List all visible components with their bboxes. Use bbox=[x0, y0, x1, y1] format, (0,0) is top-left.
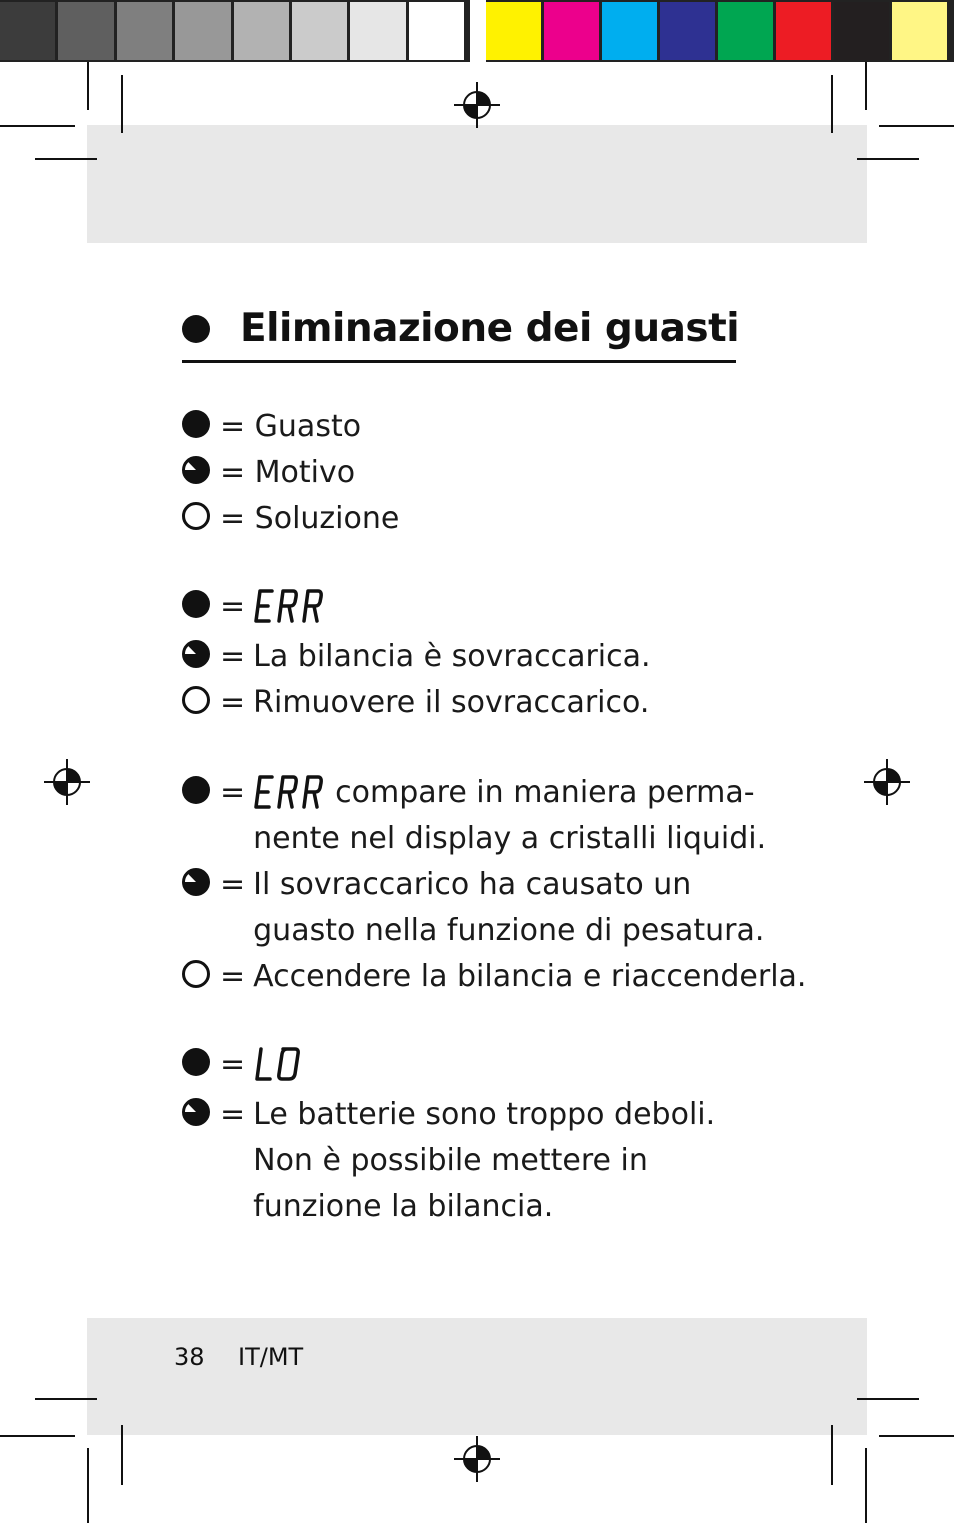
fault-text: compare in maniera perma-nente nel display a cristalli liquidi. bbox=[253, 775, 767, 856]
registration-mark-icon bbox=[864, 759, 910, 805]
title-underline bbox=[182, 360, 736, 363]
gray-swatch bbox=[175, 2, 230, 60]
crop-mark bbox=[0, 125, 75, 127]
legend-item-cause bbox=[182, 450, 355, 496]
gray-swatch bbox=[58, 2, 113, 60]
solution-symbol-icon bbox=[182, 502, 210, 530]
equals-sign: = bbox=[220, 589, 246, 624]
yellow-swatch bbox=[486, 2, 541, 60]
crop-mark bbox=[865, 1448, 867, 1523]
red-swatch bbox=[776, 2, 831, 60]
crop-mark bbox=[121, 1425, 123, 1485]
cause-symbol-icon bbox=[182, 1098, 210, 1126]
legend-label: = Guasto bbox=[220, 409, 362, 444]
equals-sign: = bbox=[220, 685, 246, 720]
legend-label: = Motivo bbox=[220, 455, 356, 490]
bullet-dot-icon bbox=[182, 315, 210, 343]
grayscale-strip bbox=[0, 0, 470, 62]
fault-row bbox=[182, 584, 335, 630]
crop-mark bbox=[865, 62, 867, 110]
cause-row bbox=[182, 862, 783, 954]
crop-mark bbox=[831, 1425, 833, 1485]
solution-symbol-icon bbox=[182, 960, 210, 988]
fault-text-wrap bbox=[253, 770, 783, 862]
cyan-swatch bbox=[602, 2, 657, 60]
crop-mark bbox=[121, 75, 123, 133]
section-heading bbox=[182, 306, 739, 351]
solution-row bbox=[182, 954, 806, 1000]
gray-swatch bbox=[292, 2, 347, 60]
equals-sign: = bbox=[220, 959, 246, 994]
lcd-lo-display-icon bbox=[253, 1044, 303, 1084]
black-swatch bbox=[834, 2, 889, 60]
solution-symbol-icon bbox=[182, 686, 210, 714]
magenta-swatch bbox=[544, 2, 599, 60]
footer-band bbox=[87, 1318, 867, 1435]
light-yellow-swatch bbox=[892, 2, 947, 60]
legend-label: = Soluzione bbox=[220, 501, 400, 536]
fault-symbol-icon bbox=[182, 776, 210, 804]
registration-mark-icon bbox=[454, 1436, 500, 1482]
cause-text: La bilancia è sovraccarica. bbox=[253, 639, 651, 674]
fault-row bbox=[182, 770, 783, 862]
cause-symbol-icon bbox=[182, 640, 210, 668]
fault-symbol-icon bbox=[182, 410, 210, 438]
equals-sign: = bbox=[220, 1047, 246, 1082]
language-code: IT/MT bbox=[238, 1343, 304, 1371]
registration-mark-icon bbox=[454, 82, 500, 128]
lcd-err-display-icon bbox=[253, 586, 325, 626]
printer-color-bar bbox=[0, 0, 954, 62]
cause-row bbox=[182, 634, 651, 680]
fault-symbol-icon bbox=[182, 1048, 210, 1076]
cause-symbol-icon bbox=[182, 456, 210, 484]
color-strip bbox=[486, 0, 954, 62]
registration-mark-icon bbox=[44, 759, 90, 805]
crop-mark bbox=[0, 1435, 75, 1437]
cause-text: Il sovraccarico ha causato un guasto nella funzione di pesatura. bbox=[253, 867, 765, 948]
crop-mark bbox=[87, 1448, 89, 1523]
cause-symbol-icon bbox=[182, 868, 210, 896]
blue-swatch bbox=[660, 2, 715, 60]
gray-swatch bbox=[234, 2, 289, 60]
green-swatch bbox=[718, 2, 773, 60]
crop-mark bbox=[35, 1398, 97, 1400]
cause-text: Le batterie sono troppo deboli. Non è possibile mettere in funzione la bilancia. bbox=[253, 1097, 716, 1224]
crop-mark bbox=[857, 158, 919, 160]
header-band bbox=[87, 125, 867, 243]
equals-sign: = bbox=[220, 639, 246, 674]
gray-swatch bbox=[117, 2, 172, 60]
legend-item-fault bbox=[182, 404, 361, 450]
page-title: Eliminazione dei guasti bbox=[240, 306, 740, 351]
lcd-err-display-icon bbox=[253, 772, 325, 812]
solution-text: Accendere la bilancia e riaccenderla. bbox=[253, 959, 807, 994]
equals-sign: = bbox=[220, 867, 246, 902]
page-number: 38 bbox=[174, 1343, 205, 1371]
gray-swatch bbox=[409, 2, 464, 60]
crop-mark bbox=[879, 1435, 954, 1437]
cause-row bbox=[182, 1092, 783, 1230]
equals-sign: = bbox=[220, 1097, 246, 1132]
crop-mark bbox=[857, 1398, 919, 1400]
fault-row bbox=[182, 1042, 313, 1088]
equals-sign: = bbox=[220, 775, 246, 810]
solution-text: Rimuovere il sovraccarico. bbox=[253, 685, 650, 720]
crop-mark bbox=[87, 62, 89, 110]
crop-mark bbox=[35, 158, 97, 160]
fault-symbol-icon bbox=[182, 590, 210, 618]
legend-item-solution bbox=[182, 496, 399, 542]
crop-mark bbox=[831, 75, 833, 133]
gray-swatch bbox=[350, 2, 405, 60]
solution-row bbox=[182, 680, 649, 726]
gray-swatch bbox=[0, 2, 55, 60]
crop-mark bbox=[879, 125, 954, 127]
